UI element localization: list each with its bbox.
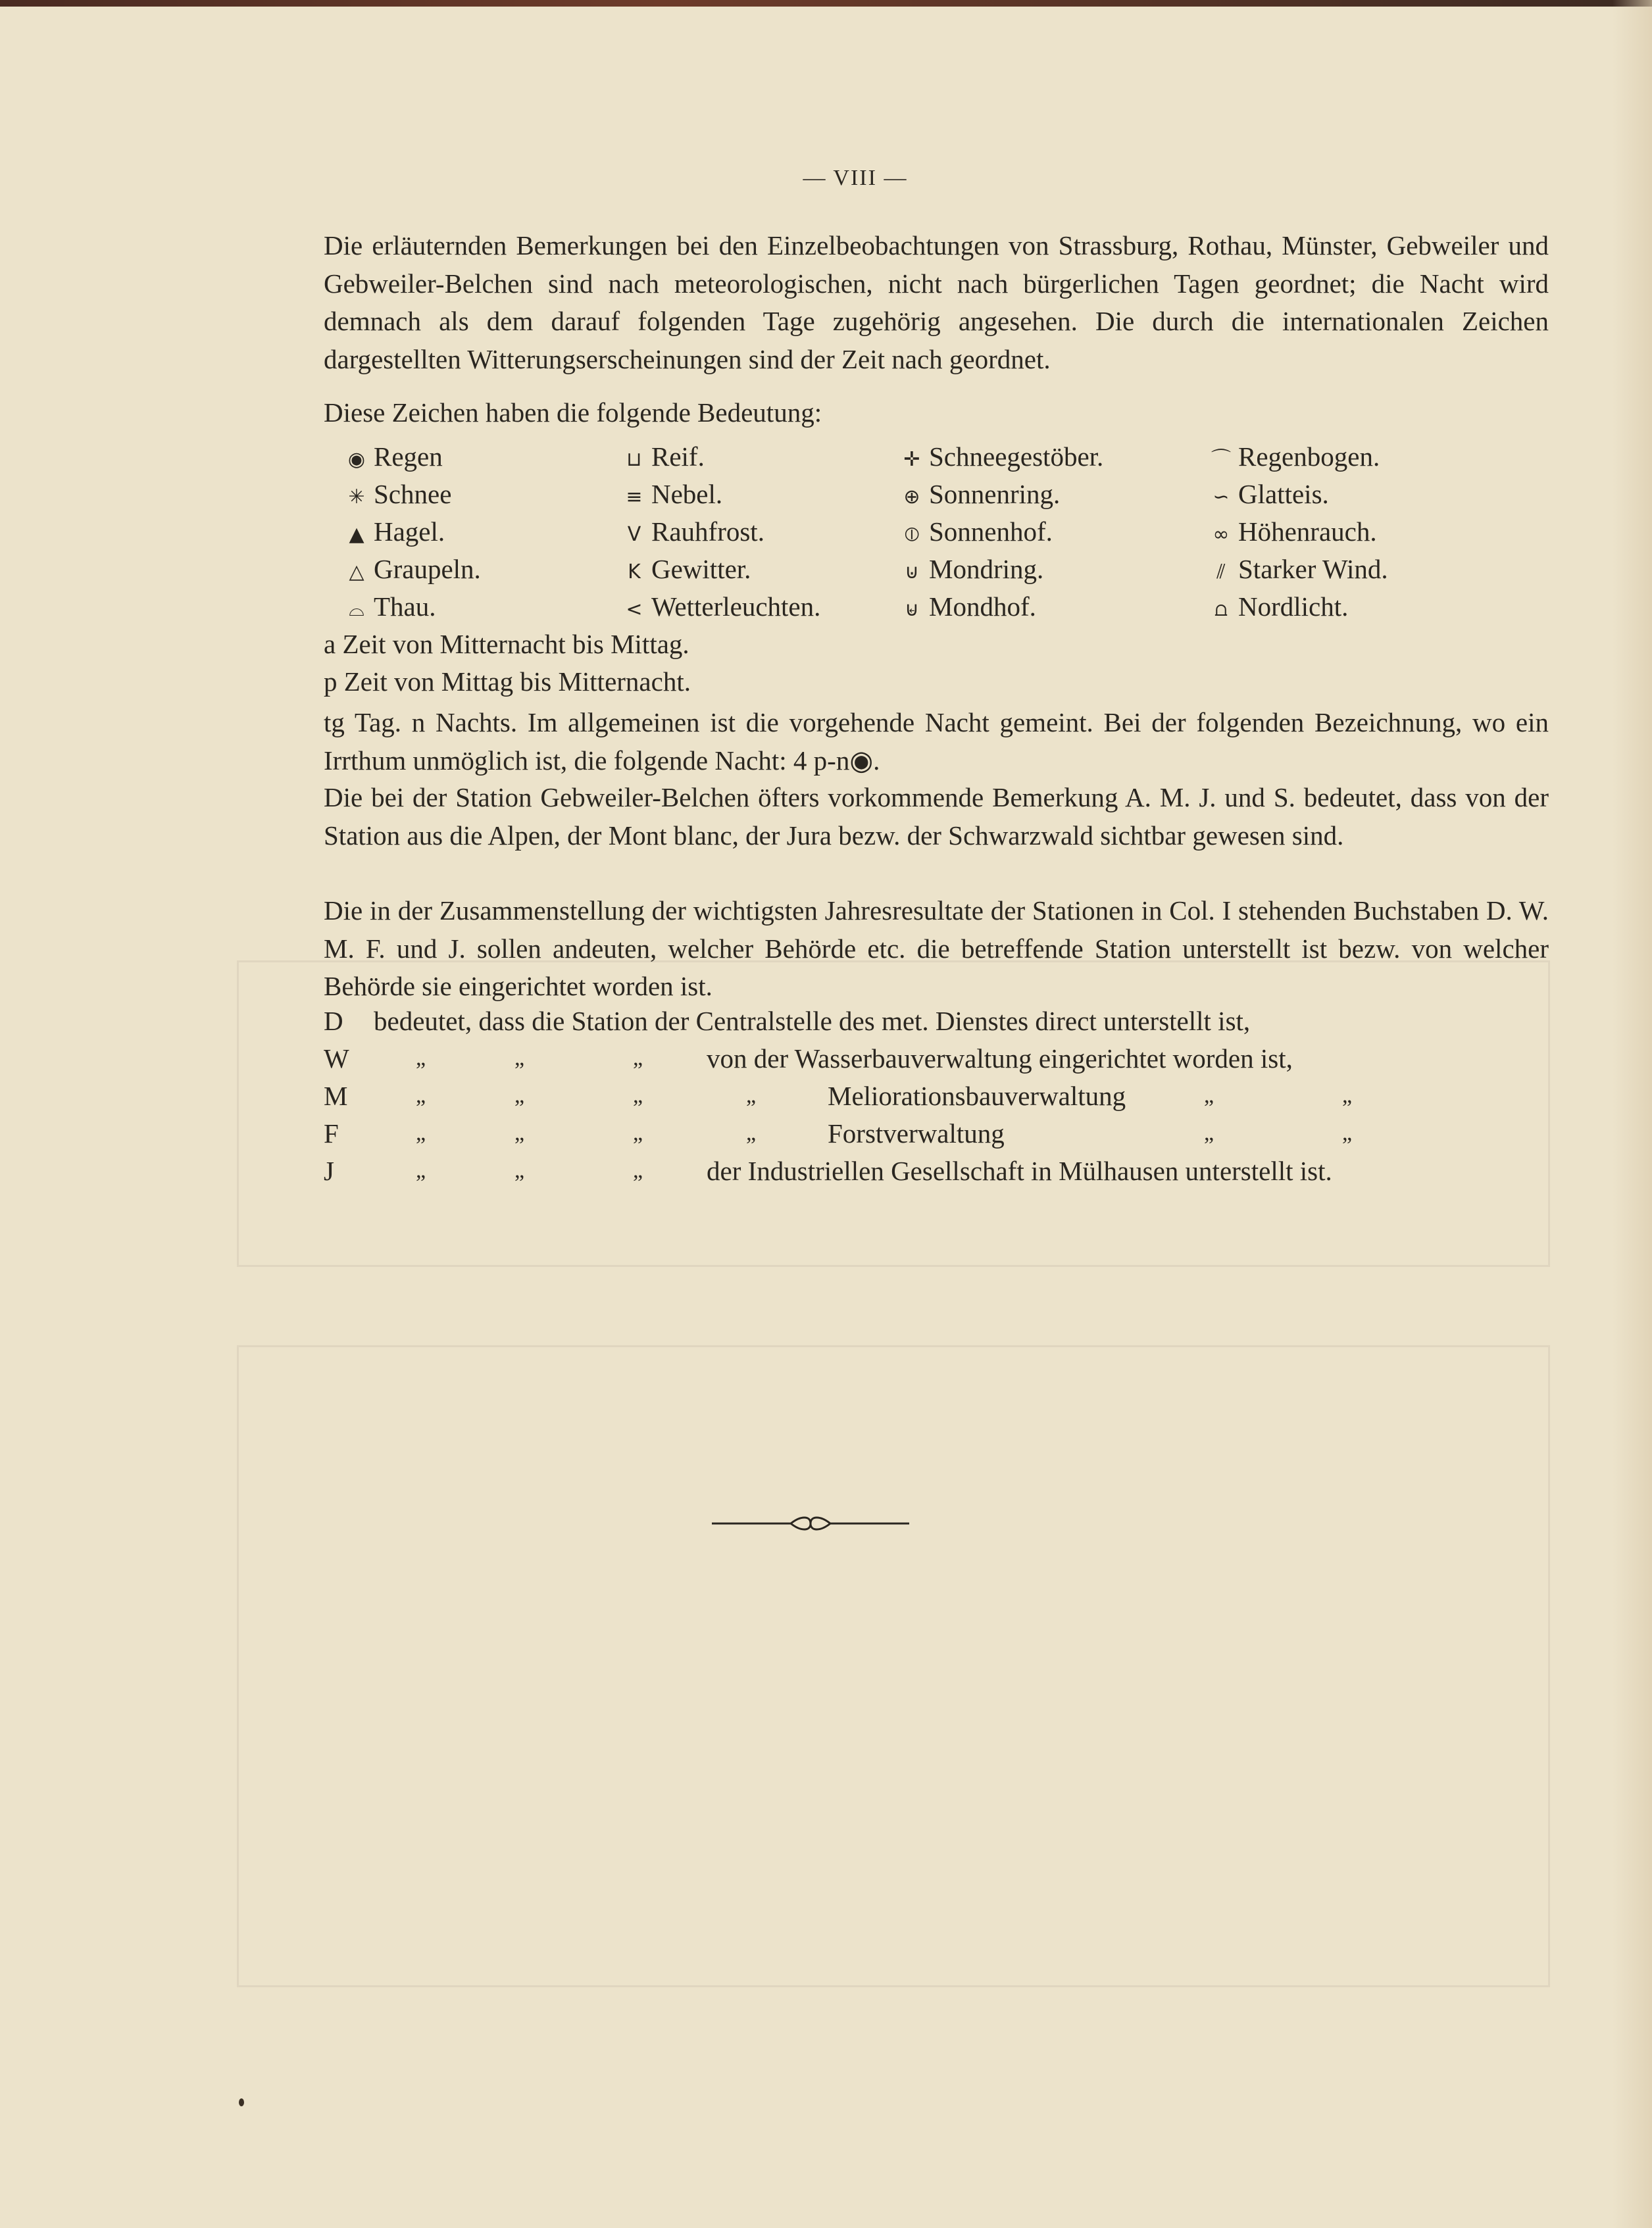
snow-icon: ✳ <box>348 485 365 508</box>
ditto-mark: „ <box>514 1046 525 1070</box>
page-top-edge <box>0 0 1652 7</box>
legend-item-hagel: ▲ Hagel. <box>339 516 445 547</box>
legend-item-starker-wind: ⫽ Starker Wind. <box>1204 553 1388 585</box>
solar-halo-icon: ⦶ <box>905 523 919 546</box>
sheet-lightning-icon: < <box>626 598 643 621</box>
frost-icon: ⊔ <box>626 448 642 471</box>
ditto-mark: „ <box>1204 1121 1214 1145</box>
legend-item-schneegestoeber: ✛ Schneegestöber. <box>895 441 1103 472</box>
solar-ring-icon: ⊕ <box>903 485 920 508</box>
ditto-mark: „ <box>416 1046 426 1070</box>
authority-W-text: von der Wasserbauverwaltung eingerichtet worden ist, <box>707 1043 1293 1074</box>
legend-item-rauhfrost: V Rauhfrost. <box>617 516 764 547</box>
rime-icon: V <box>627 523 641 546</box>
legend-item-nordlicht: ⩍ Nordlicht. <box>1204 591 1348 622</box>
glaze-icon: ∽ <box>1213 485 1230 508</box>
page-number: — VIII — <box>803 166 908 190</box>
strong-wind-icon: ⫽ <box>1216 560 1226 583</box>
paper-speck <box>239 2098 244 2106</box>
rain-icon: ◉ <box>347 448 366 471</box>
authority-M: M <box>324 1081 348 1111</box>
bleed-through-table-bottom <box>237 1345 1550 1987</box>
ditto-mark: „ <box>416 1121 426 1145</box>
paragraph-columns: Die in der Zusammenstellung der wichtigsten Jahresresultate der Stationen in Col. I stehenden Buchstaben D. W. M. F. und J. sollen andeuten, welcher Behörde etc. die betreffende Station unterstellt ist bezw. von welcher Behörde sie eingerichtet worden ist. <box>324 895 1549 1001</box>
snowdrift-icon: ✛ <box>903 448 920 471</box>
paragraph-tg: tg Tag. n Nachts. Im allgemeinen ist die vorgehende Nacht gemeint. Bei der folgenden Bezeichnung, wo ein Irrthum unmöglich ist, die folgende Nacht: 4 p-n◉. <box>324 707 1549 776</box>
legend-heading: Diese Zeichen haben die folgende Bedeutung: <box>324 397 822 428</box>
hail-icon: ▲ <box>349 523 364 546</box>
authority-J-text: der Industriellen Gesellschaft in Mülhausen unterstellt ist. <box>707 1156 1332 1186</box>
ditto-mark: „ <box>1342 1121 1353 1145</box>
ditto-mark: „ <box>746 1083 757 1108</box>
legend-item-schnee: ✳ Schnee <box>339 478 451 510</box>
fog-icon: ≡ <box>626 485 643 508</box>
ditto-mark: „ <box>633 1046 643 1070</box>
legend-item-mondhof: ⊌ Mondhof. <box>895 591 1036 622</box>
legend-item-regen: ◉ Regen <box>339 441 443 472</box>
ditto-mark: „ <box>514 1121 525 1145</box>
legend-item-wetterleuchten: < Wetterleuchten. <box>617 591 820 622</box>
legend-item-thau: ⌓ Thau. <box>339 591 436 622</box>
authority-J: J <box>324 1156 334 1186</box>
paragraph-intro: Die erläuternden Bemerkungen bei den Einzelbeobachtungen von Strassburg, Rothau, Münster, Gebweiler und Gebweiler-Belchen sind nach meteorologischen, nicht nach bürgerlichen Tagen geordnet; die Nacht wird demnach als dem darauf folgenden Tage zugehörig angesehen. Die durch die internationalen Zeichen dargestellten Witterungserscheinungen sind der Zeit nach geordnet. <box>324 230 1549 374</box>
thunderstorm-icon: K <box>628 560 641 583</box>
note-a: a Zeit von Mitternacht bis Mittag. <box>324 629 689 659</box>
ornament-divider-icon <box>712 1510 909 1537</box>
ditto-mark: „ <box>746 1121 757 1145</box>
lunar-halo-icon: ⊌ <box>905 598 919 621</box>
ditto-mark: „ <box>633 1121 643 1145</box>
legend-item-graupeln: △ Graupeln. <box>339 553 481 585</box>
ditto-mark: „ <box>514 1083 525 1108</box>
ditto-mark: „ <box>416 1158 426 1183</box>
legend-item-mondring: ⊍ Mondring. <box>895 553 1043 585</box>
legend-item-nebel: ≡ Nebel. <box>617 478 722 510</box>
legend-item-reif: ⊔ Reif. <box>617 441 705 472</box>
lunar-ring-icon: ⊍ <box>905 560 919 583</box>
legend-item-hoehenrauch: ∞ Höhenrauch. <box>1204 516 1377 547</box>
dew-icon: ⌓ <box>349 598 364 621</box>
haze-icon: ∞ <box>1213 523 1230 546</box>
authority-F: F <box>324 1118 339 1149</box>
ditto-mark: „ <box>1204 1083 1214 1108</box>
graupel-icon: △ <box>349 560 364 583</box>
authority-M-text: Meliorationsbauverwaltung <box>828 1081 1126 1111</box>
legend-item-glatteis: ∽ Glatteis. <box>1204 478 1329 510</box>
aurora-icon: ⩍ <box>1214 598 1228 621</box>
ditto-mark: „ <box>633 1158 643 1183</box>
legend-item-regenbogen: ⌒ Regenbogen. <box>1204 441 1380 472</box>
ditto-mark: „ <box>1342 1083 1353 1108</box>
legend-item-gewitter: K Gewitter. <box>617 553 751 585</box>
ditto-mark: „ <box>514 1158 525 1183</box>
authority-D: D <box>324 1006 343 1036</box>
authority-D-text: bedeutet, dass die Station der Centralstelle des met. Dienstes direct unterstellt ist, <box>374 1006 1251 1036</box>
legend-item-sonnenring: ⊕ Sonnenring. <box>895 478 1060 510</box>
legend-item-sonnenhof: ⦶ Sonnenhof. <box>895 516 1053 547</box>
page-right-edge <box>1613 0 1652 2228</box>
ditto-mark: „ <box>633 1083 643 1108</box>
note-p: p Zeit von Mittag bis Mitternacht. <box>324 666 691 697</box>
paragraph-belchen: Die bei der Station Gebweiler-Belchen öfters vorkommende Bemerkung A. M. J. und S. bedeutet, dass von der Station aus die Alpen, der Mont blanc, der Jura bezw. der Schwarzwald sichtbar gewesen sind. <box>324 782 1549 851</box>
rainbow-icon: ⌒ <box>1211 448 1231 471</box>
authority-W: W <box>324 1043 349 1074</box>
authority-F-text: Forstverwaltung <box>828 1118 1005 1149</box>
ditto-mark: „ <box>416 1083 426 1108</box>
